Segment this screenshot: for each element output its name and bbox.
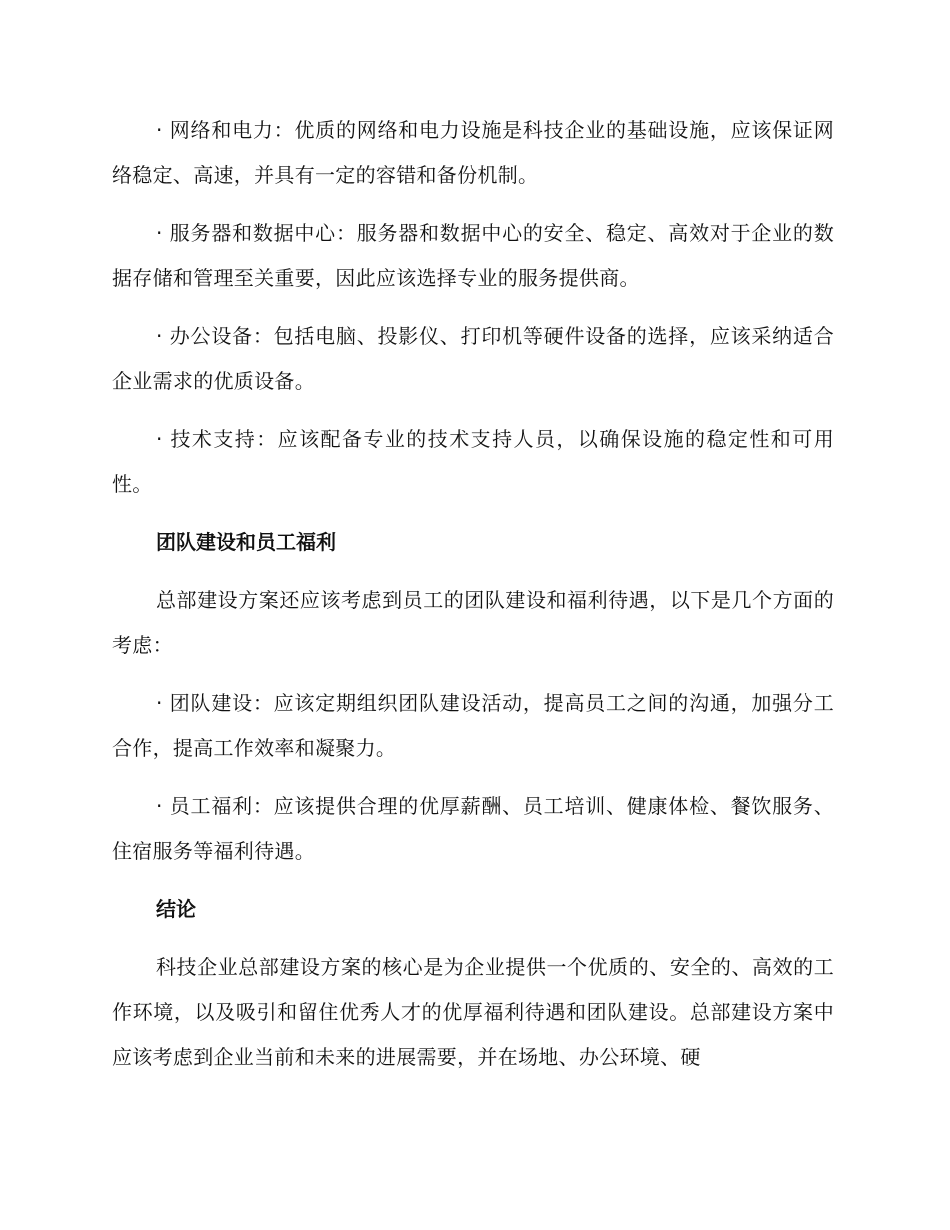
- paragraph-gap: [112, 874, 834, 887]
- paragraph-gap: [112, 668, 834, 681]
- bullet-servers-datacenter: · 服务器和数据中心：服务器和数据中心的安全、稳定、高效对于企业的数据存储和管理至关重要，因此应该选择专业的服务提供商。: [112, 221, 834, 290]
- bullet-office-equipment: · 办公设备：包括电脑、投影仪、打印机等硬件设备的选择，应该采纳适合企业需求的优质设备。: [112, 324, 834, 393]
- document-page: [112, 108, 834, 1080]
- bullet-employee-benefits: · 员工福利：应该提供合理的优厚薪酬、员工培训、健康体检、餐饮服务、住宿服务等福利待遇。: [112, 794, 834, 863]
- section-heading-team-welfare: 团队建设和员工福利: [156, 530, 336, 554]
- bullet-tech-support: · 技术支持：应该配备专业的技术支持人员，以确保设施的稳定性和可用性。: [112, 427, 834, 496]
- paragraph-gap: [112, 198, 834, 211]
- bullet-team-building: · 团队建设：应该定期组织团队建设活动，提高员工之间的沟通，加强分工合作，提高工作效率和凝聚力。: [112, 691, 834, 760]
- paragraph-gap: [112, 771, 834, 784]
- paragraph-gap: [112, 404, 834, 417]
- bullet-network-power: · 网络和电力：优质的网络和电力设施是科技企业的基础设施，应该保证网络稳定、高速，并具有一定的容错和备份机制。: [112, 118, 834, 187]
- paragraph-gap: [112, 507, 834, 520]
- paragraph-gap: [112, 301, 834, 314]
- intro-team-welfare: 总部建设方案还应该考虑到员工的团队建设和福利待遇，以下是几个方面的考虑：: [112, 588, 834, 657]
- section-heading-conclusion: 结论: [156, 897, 196, 921]
- paragraph-gap: [112, 565, 834, 578]
- conclusion-paragraph: 科技企业总部建设方案的核心是为企业提供一个优质的、安全的、高效的工作环境，以及吸引和留住优秀人才的优厚福利待遇和团队建设。总部建设方案中应该考虑到企业当前和未来的进展需要，并在场地、办公环境、硬: [112, 955, 834, 1069]
- paragraph-gap: [112, 932, 834, 945]
